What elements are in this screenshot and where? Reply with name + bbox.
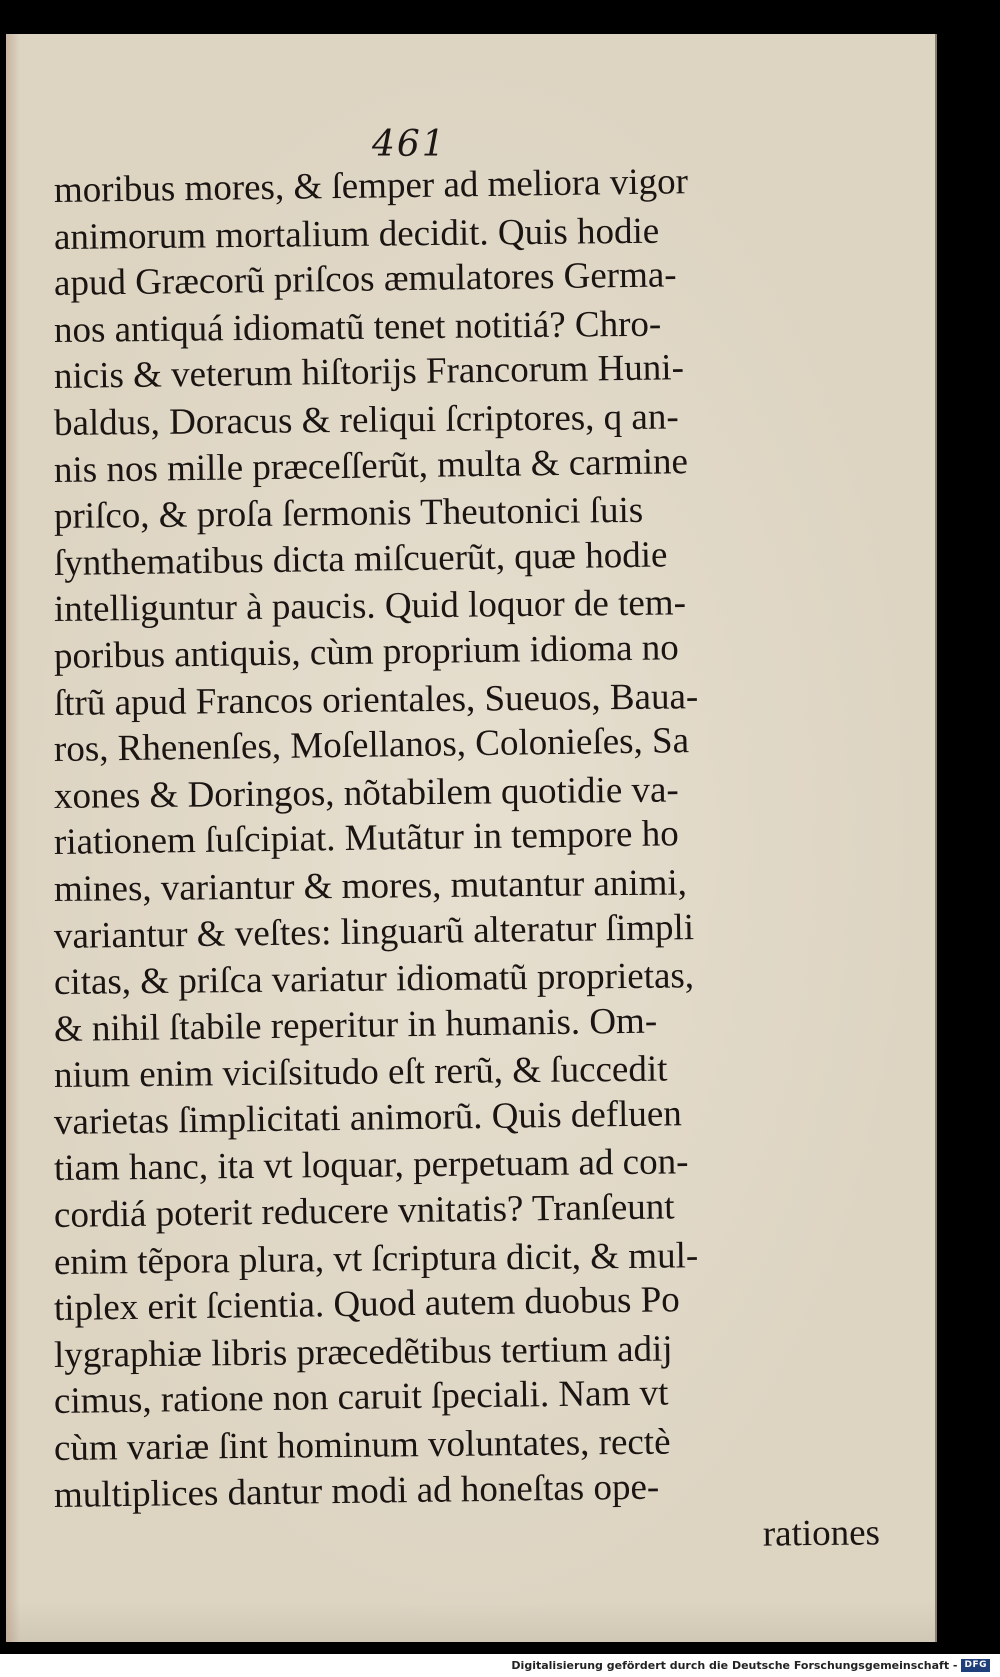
text-line: variantur & veſtes: linguarũ alteratur ſimpli bbox=[53, 906, 695, 957]
text-line: moribus mores, & ſemper ad meliora vigor bbox=[53, 161, 689, 211]
catchword: rationes bbox=[762, 1512, 881, 1555]
text-line: citas, & priſca variatur idiomatũ proprietas, bbox=[53, 955, 695, 1004]
text-line: enim tẽpora plura, vt ſcriptura dicit, & mul- bbox=[53, 1234, 699, 1283]
text-line: tiam hanc, ita vt loquar, perpetuam ad con- bbox=[53, 1141, 689, 1190]
text-line: cùm variæ ſint hominum voluntates, rectè bbox=[53, 1421, 671, 1470]
text-line: ſynthematibus dicta miſcuerũt, quæ hodie bbox=[53, 534, 668, 584]
text-line: ſtrũ apud Francos orientales, Sueuos, Baua- bbox=[53, 675, 699, 724]
text-line: baldus, Doracus & reliqui ſcriptores, q an- bbox=[53, 396, 679, 444]
text-line: varietas ſimplicitati animorũ. Quis defluen bbox=[53, 1093, 683, 1143]
text-line: poribus antiquis, cùm proprium idioma no bbox=[53, 627, 680, 677]
text-line: riationem ſuſcipiat. Mutãtur in tempore ho bbox=[53, 813, 679, 864]
text-line: animorum mortalium decidit. Quis hodie bbox=[53, 210, 660, 258]
text-line: tiplex erit ſcientia. Quod autem duobus Po bbox=[53, 1279, 681, 1330]
text-line: & nihil ſtabile reperitur in humanis. Om- bbox=[53, 1000, 658, 1050]
text-line: nos antiquá idiomatũ tenet notitiá? Chro- bbox=[53, 303, 662, 351]
text-line: multiplices dantur modi ad honeſtas ope- bbox=[53, 1466, 660, 1516]
text-line: mines, variantur & mores, mutantur animi, bbox=[53, 862, 688, 910]
text-line: xones & Doringos, nõtabilem quotidie va- bbox=[53, 769, 679, 817]
text-line: apud Græcorũ priſcos æmulatores Germa- bbox=[53, 254, 677, 305]
text-line: nicis & veterum hiſtorijs Francorum Huni- bbox=[53, 347, 685, 398]
digitization-credit bbox=[511, 1657, 990, 1673]
text-line: intelliguntur à paucis. Quid loquor de tem- bbox=[53, 582, 687, 631]
text-line: lygraphiæ libris præcedẽtibus tertium adij bbox=[53, 1328, 673, 1376]
credit-text: Digitalisierung gefördert durch die Deutsche Forschungsgemeinschaft - bbox=[511, 1658, 958, 1672]
page-number: 461 bbox=[372, 124, 447, 165]
text-line: priſco, & proſa ſermonis Theutonici ſuis bbox=[53, 489, 644, 538]
text-line: nis nos mille præceſſerũt, multa & carmine bbox=[53, 440, 689, 491]
text-line: cordiá poterit reducere vnitatis? Tranſeunt bbox=[53, 1186, 675, 1237]
text-line: cimus, ratione non caruit ſpeciali. Nam vt bbox=[53, 1372, 669, 1423]
dfg-logo-icon: DFG bbox=[961, 1659, 990, 1672]
text-line: ros, Rhenenſes, Moſellanos, Colonieſes, Sa bbox=[53, 720, 690, 771]
text-line: nium enim viciſsitudo eſt rerũ, & ſuccedit bbox=[53, 1048, 668, 1097]
page-text-block bbox=[53, 161, 894, 1566]
book-page bbox=[6, 34, 937, 1642]
